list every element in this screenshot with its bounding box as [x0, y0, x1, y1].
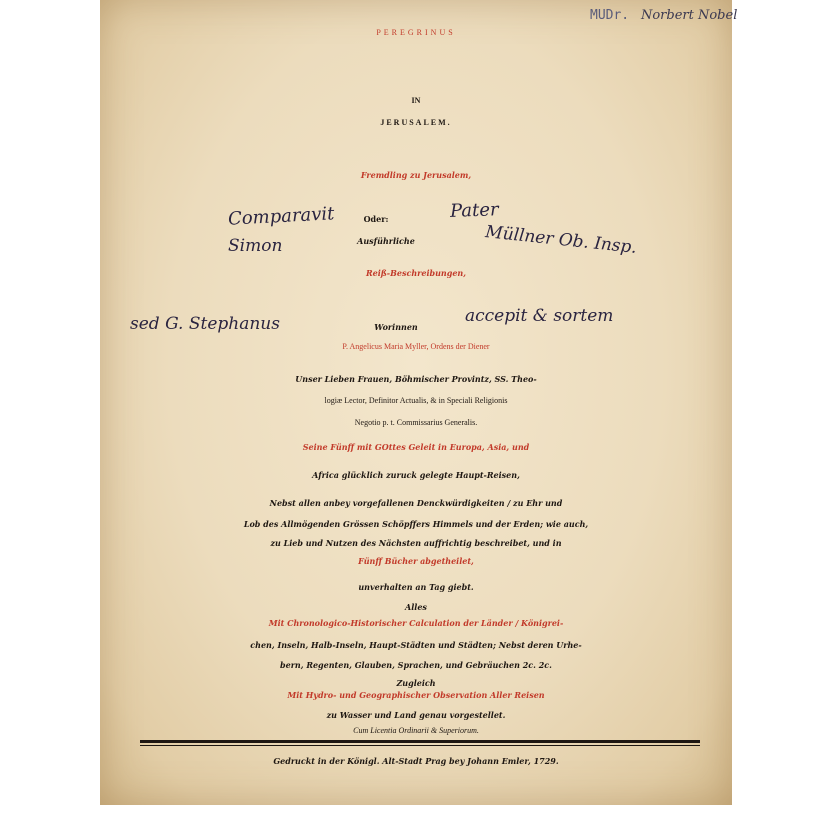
- body-line-11: Mit Chronologico-Historischer Calculation der Länder / Königrei-: [268, 618, 564, 628]
- body-line-7: Lob des Allmögenden Grössen Schöpffers Himmels und der Erden; wie auch,: [243, 519, 589, 529]
- body-line-14: Mit Hydro- und Geographischer Observation Aller Reisen: [287, 690, 545, 700]
- title-ausfuehrliche: Ausführliche: [357, 236, 415, 246]
- body-line-2: logiæ Lector, Definitor Actualis, & in Speciali Religionis: [324, 396, 508, 405]
- body-line-6: Nebst allen anbey vorgefallenen Denckwürdigkeiten / zu Ehr und: [269, 498, 563, 508]
- handwriting-pater: Pater: [449, 199, 499, 222]
- handwriting-stephanus: sed G. Stephanus: [130, 314, 280, 334]
- handwriting-muellner: Müllner Ob. Insp.: [484, 222, 638, 258]
- title-city: JERUSALEM.: [380, 118, 452, 127]
- body-line-13: bern, Regenten, Glauben, Sprachen, und Gebräuchen 2c. 2c.: [280, 660, 552, 670]
- body-line-8: zu Lieb und Nutzen des Nächsten auffrichtig beschreibet, und in: [270, 538, 562, 548]
- title-main: PEREGRINUS: [376, 28, 456, 37]
- alles: Alles: [405, 602, 427, 612]
- owner-stamp: [590, 8, 737, 23]
- body-line-1: Unser Lieben Frauen, Böhmischer Provintz, SS. Theo-: [295, 374, 537, 384]
- handwriting-accepit: accepit & sortem: [465, 306, 614, 326]
- title-in: IN: [411, 96, 421, 105]
- imprint-rule: [140, 740, 700, 743]
- zugleich: Zugleich: [396, 678, 436, 688]
- body-line-12: chen, Inseln, Halb-Inseln, Haupt-Städten und Städten; Nebst deren Urhe-: [250, 640, 582, 650]
- author-line: P. Angelicus Maria Myller, Ordens der Diener: [342, 342, 490, 351]
- body-line-3: Negotio p. t. Commissarius Generalis.: [354, 418, 478, 427]
- title-oder: Oder:: [363, 214, 389, 224]
- stamp-handwritten-name: Norbert Nobel: [640, 8, 738, 23]
- imprint-line: Gedruckt in der Königl. Alt-Stadt Prag bey Johann Emler, 1729.: [273, 756, 559, 766]
- body-line-5: Africa glücklich zuruck gelegte Haupt-Reisen,: [312, 470, 520, 480]
- worinnen: Worinnen: [374, 322, 418, 332]
- license-line: Cum Licentia Ordinarii & Superiorum.: [353, 726, 479, 735]
- title-german: Fremdling zu Jerusalem,: [360, 170, 472, 180]
- handwriting-simon: Simon: [228, 236, 283, 256]
- title-page: [100, 0, 732, 805]
- body-line-15: zu Wasser und Land genau vorgestellet.: [326, 710, 506, 720]
- title-reiss: Reiß-Beschreibungen,: [365, 268, 467, 278]
- body-line-9: Fünff Bücher abgetheilet,: [358, 556, 474, 566]
- stamp-text: MUDr.: [590, 8, 630, 23]
- body-line-4: Seine Fünff mit GOttes Geleit in Europa, Asia, und: [302, 442, 530, 452]
- handwriting-comparavit: Comparavit: [227, 203, 335, 230]
- imprint-rule-thin: [140, 745, 700, 746]
- body-line-10: unverhalten an Tag giebt.: [358, 582, 474, 592]
